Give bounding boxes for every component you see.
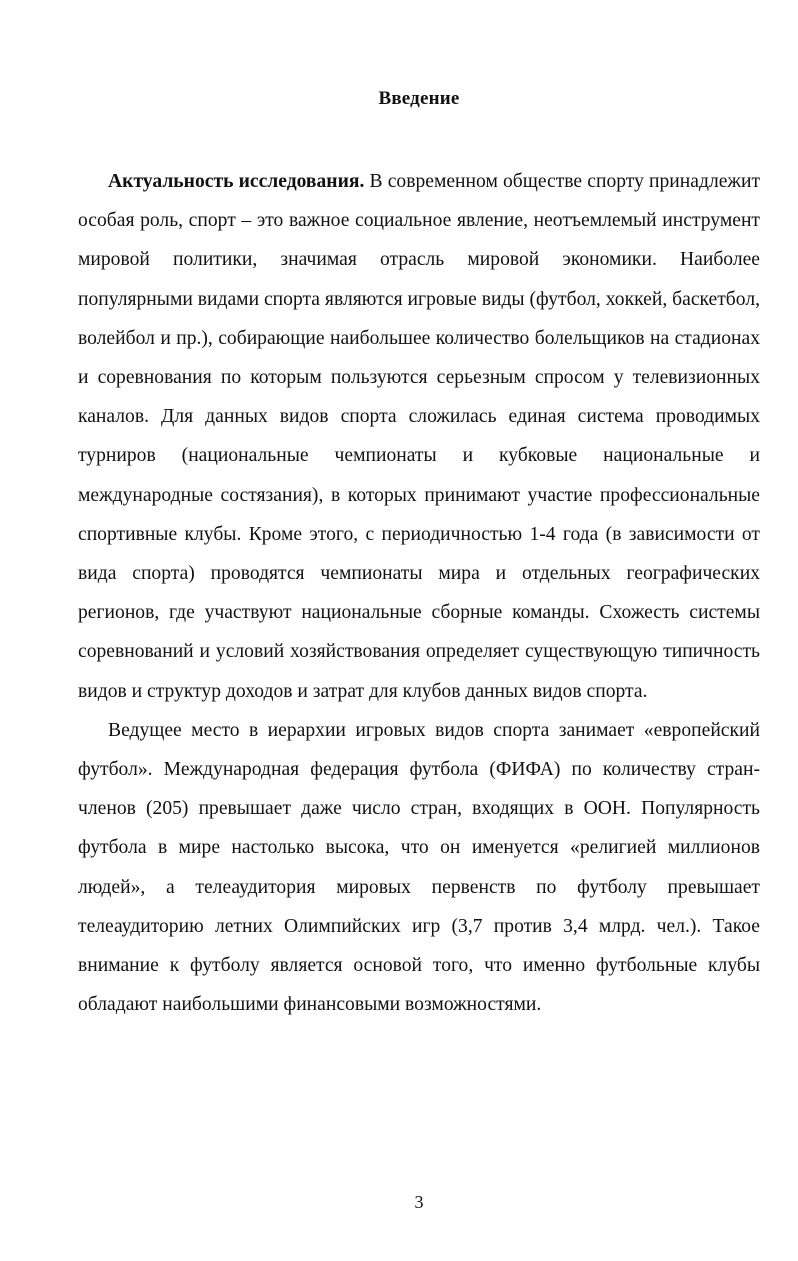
paragraph-text: Ведущее место в иерархии игровых видов спорта занимает «европейский футбол». Международная федерация футбола (ФИФА) по количеству стран-членов (205) превышает даже число стран, входящих в ООН. Популярность футбола в мире настолько высока, что он именуется «религией миллионов людей», а телеаудитория мировых первенств по футболу превышает телеаудиторию летних Олимпийских игр (3,7 против 3,4 млрд. чел.). Такое внимание к футболу является основой того, что именно футбольные клубы обладают наибольшими финансовыми возможностями. — [78, 719, 760, 1016]
body-text — [78, 162, 760, 1024]
paragraph-text: В современном обществе спорту принадлежит особая роль, спорт – это важное социальное явление, неотъемлемый инструмент мировой политики, значимая отрасль мировой экономики. Наиболее популярными видами спорта являются игровые виды (футбол, хоккей, баскетбол, волейбол и пр.), собирающие наибольшее количество болельщиков на стадионах и соревнования по которым пользуются серьезным спросом у телевизионных каналов. Для данных видов спорта сложилась единая система проводимых турниров (национальные чемпионаты и кубковые национальные и международные состязания), в которых принимают участие профессиональные спортивные клубы. Кроме этого, с периодичностью 1-4 года (в зависимости от вида спорта) проводятся чемпионаты мира и отдельных географических регионов, где участвуют национальные сборные команды. Схожесть системы соревнований и условий хозяйствования определяет существующую типичность видов и структур доходов и затрат для клубов данных видов спорта. — [78, 171, 761, 702]
paragraph-relevance — [78, 162, 760, 711]
page-number: 3 — [414, 1192, 424, 1212]
paragraph-lead: Актуальность исследования. — [108, 171, 365, 192]
paragraph-football — [78, 711, 760, 1025]
section-heading: Введение — [378, 88, 460, 109]
